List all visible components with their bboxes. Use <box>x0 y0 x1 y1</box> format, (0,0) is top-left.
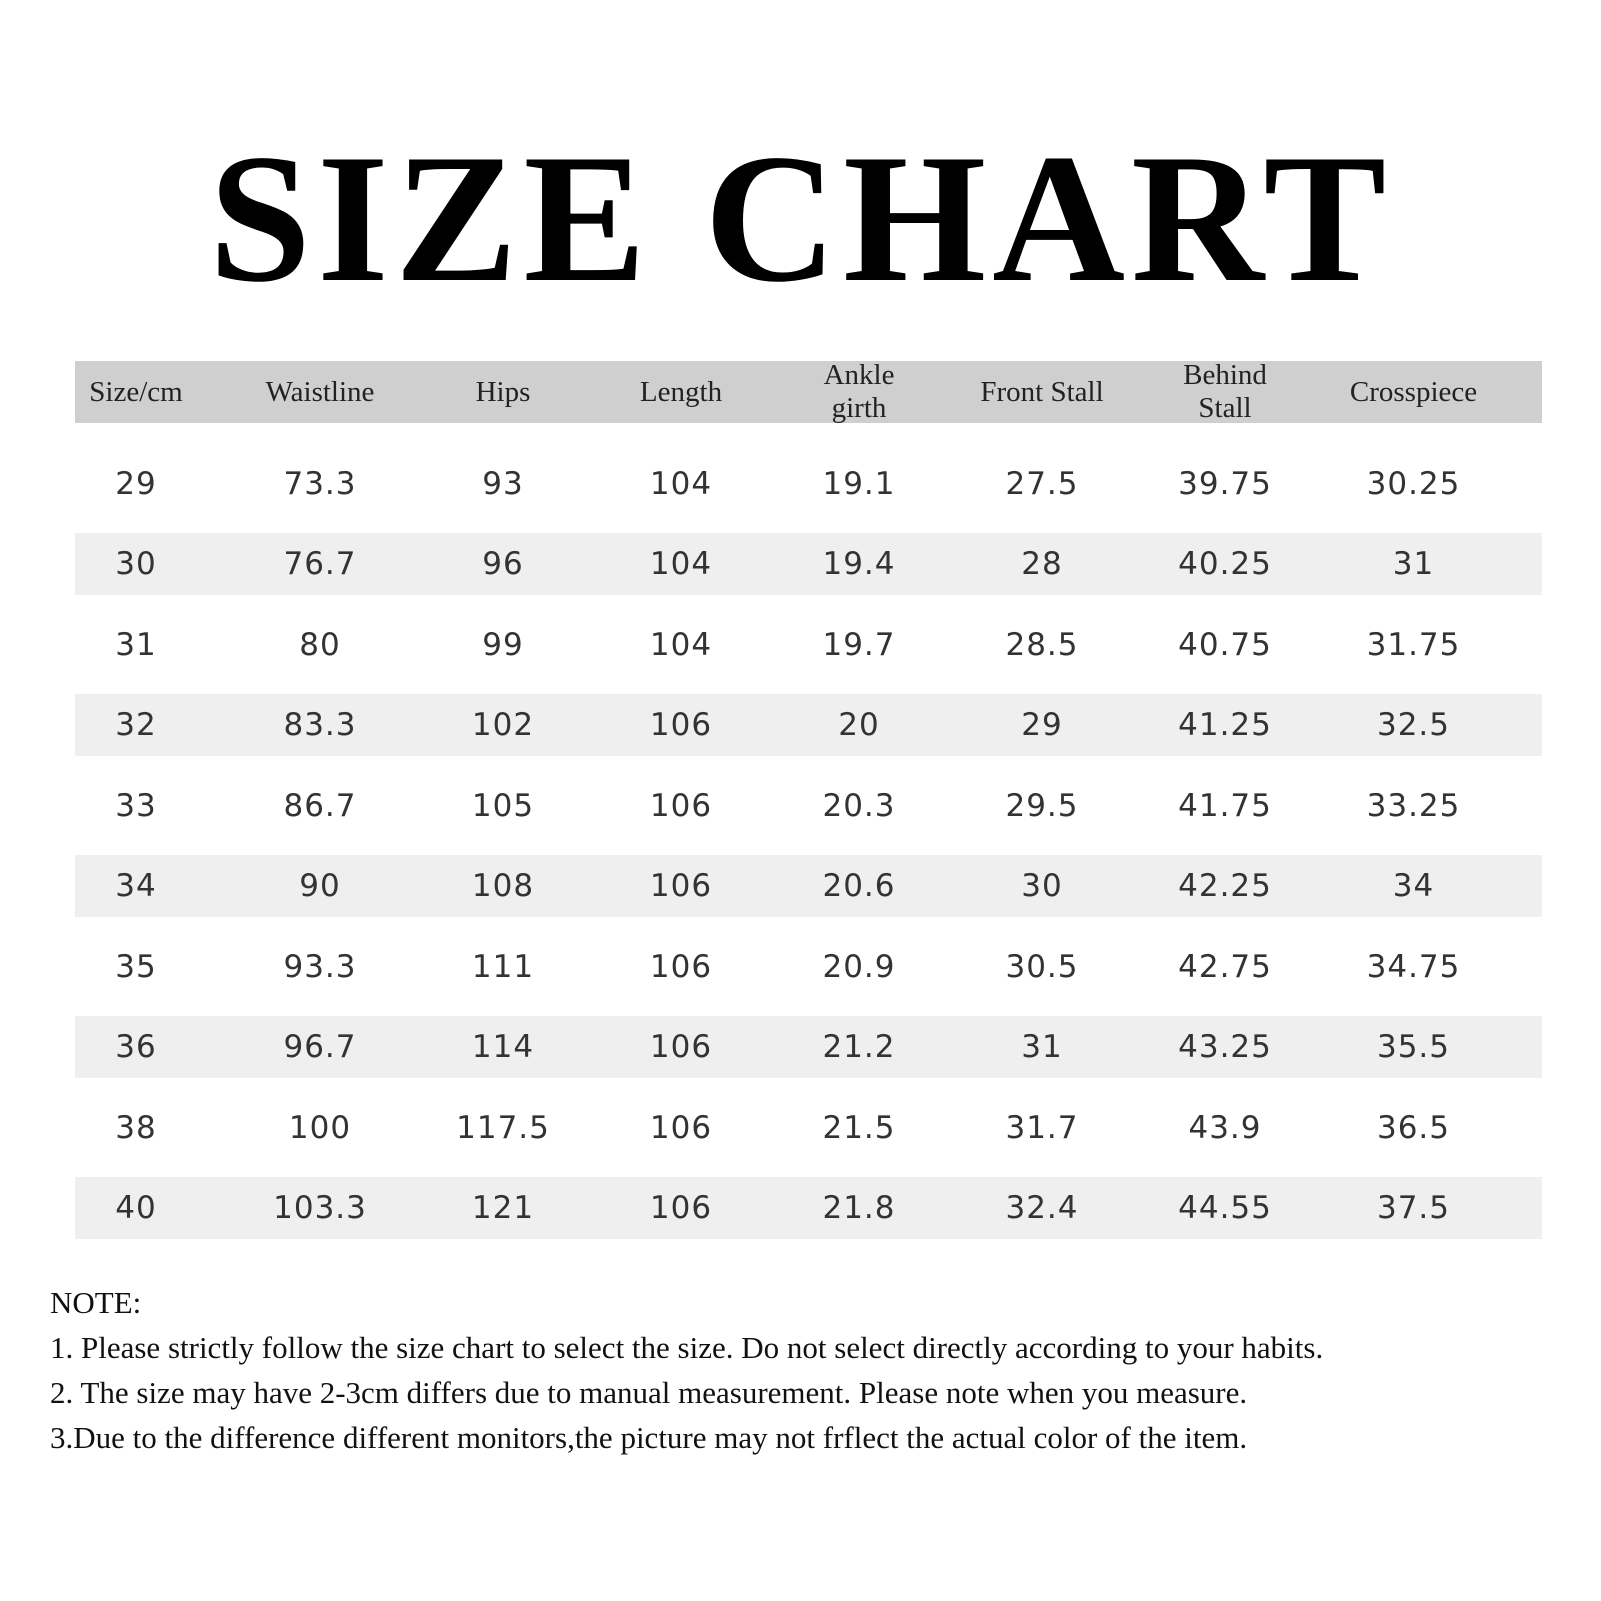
table-cell: 41.25 <box>1178 707 1272 743</box>
table-cell: 20.6 <box>822 868 896 904</box>
table-cell: 19.1 <box>822 465 896 502</box>
table-cell: 114 <box>471 1029 535 1065</box>
column-header: Crosspiece <box>1349 375 1478 408</box>
table-header-row <box>75 361 1542 423</box>
table-cell: 36 <box>115 1029 157 1065</box>
table-cell: 31.75 <box>1366 626 1461 663</box>
table-cell: 32.5 <box>1376 707 1451 743</box>
notes-section <box>50 1280 1570 1460</box>
table-cell: 28.5 <box>1005 626 1079 663</box>
notes-heading: NOTE: <box>50 1285 142 1320</box>
note-item: 1. Please strictly follow the size chart to select the size. Do not select directly according to your habits. <box>50 1330 1324 1365</box>
table-row <box>75 443 1542 524</box>
column-header: Waistline <box>265 375 375 408</box>
table-cell: 90 <box>299 868 341 904</box>
table-cell: 30.25 <box>1366 465 1461 502</box>
table-cell: 103.3 <box>273 1190 367 1226</box>
table-cell: 102 <box>471 707 535 743</box>
table-cell: 30 <box>115 546 157 582</box>
table-cell: 37.5 <box>1376 1190 1451 1226</box>
table-cell: 106 <box>649 868 713 904</box>
table-cell: 93.3 <box>283 948 357 985</box>
table-cell: 43.25 <box>1178 1029 1272 1065</box>
table-row <box>75 1087 1542 1168</box>
table-cell: 19.4 <box>822 546 896 582</box>
table-row <box>75 1177 1542 1239</box>
table-cell: 42.75 <box>1178 948 1272 985</box>
table-cell: 28 <box>1021 546 1063 582</box>
table-cell: 21.2 <box>822 1029 896 1065</box>
table-cell: 31.7 <box>1005 1109 1079 1146</box>
table-cell: 33.25 <box>1366 787 1461 824</box>
table-cell: 32.4 <box>1005 1190 1079 1226</box>
table-cell: 21.8 <box>822 1190 896 1226</box>
table-row <box>75 533 1542 595</box>
table-cell: 106 <box>649 707 713 743</box>
table-cell: 33 <box>115 787 157 824</box>
column-header: Length <box>639 375 723 408</box>
table-cell: 32 <box>115 707 157 743</box>
table-cell: 106 <box>649 1029 713 1065</box>
table-cell: 106 <box>649 1190 713 1226</box>
table-body <box>75 443 1542 1239</box>
table-cell: 42.25 <box>1178 868 1272 904</box>
table-cell: 105 <box>471 787 535 824</box>
table-cell: 80 <box>299 626 341 663</box>
table-cell: 106 <box>649 1109 713 1146</box>
column-header: Size/cm <box>89 375 183 408</box>
table-cell: 106 <box>649 787 713 824</box>
table-cell: 117.5 <box>456 1109 550 1146</box>
table-cell: 31 <box>1021 1029 1063 1065</box>
table-cell: 111 <box>471 948 535 985</box>
table-row <box>75 694 1542 756</box>
table-cell: 36.5 <box>1376 1109 1451 1146</box>
table-cell: 43.9 <box>1188 1109 1262 1146</box>
table-cell: 100 <box>288 1109 352 1146</box>
table-cell: 19.7 <box>822 626 896 663</box>
table-cell: 93 <box>482 465 524 502</box>
table-cell: 34.75 <box>1366 948 1461 985</box>
table-cell: 34 <box>115 868 157 904</box>
table-cell: 83.3 <box>283 707 357 743</box>
column-header: Behind Stall <box>1183 359 1267 424</box>
note-item: 3.Due to the difference different monitors,the picture may not frflect the actual color of the item. <box>50 1420 1248 1455</box>
table-cell: 20.9 <box>822 948 896 985</box>
column-header: Ankle girth <box>823 359 895 424</box>
table-cell: 20.3 <box>822 787 896 824</box>
table-cell: 40 <box>115 1190 157 1226</box>
table-cell: 21.5 <box>822 1109 896 1146</box>
table-cell: 31 <box>115 626 157 663</box>
table-cell: 104 <box>649 546 713 582</box>
table-cell: 34 <box>1392 868 1435 904</box>
table-row <box>75 1016 1542 1078</box>
table-cell: 76.7 <box>283 546 357 582</box>
table-cell: 104 <box>649 465 713 502</box>
table-cell: 35 <box>115 948 157 985</box>
table-cell: 40.75 <box>1178 626 1272 663</box>
table-cell: 30.5 <box>1005 948 1079 985</box>
table-cell: 96 <box>482 546 524 582</box>
table-cell: 35.5 <box>1376 1029 1451 1065</box>
table-row <box>75 855 1542 917</box>
table-cell: 104 <box>649 626 713 663</box>
table-row <box>75 926 1542 1007</box>
table-cell: 108 <box>471 868 535 904</box>
table-cell: 38 <box>115 1109 157 1146</box>
size-table <box>75 361 1542 1248</box>
table-cell: 96.7 <box>283 1029 357 1065</box>
table-cell: 99 <box>482 626 524 663</box>
table-cell: 86.7 <box>283 787 357 824</box>
table-row <box>75 604 1542 685</box>
table-cell: 30 <box>1021 868 1063 904</box>
page-title: SIZE CHART <box>208 116 1393 320</box>
table-cell: 31 <box>1392 546 1435 582</box>
table-cell: 20 <box>838 707 880 743</box>
table-cell: 121 <box>471 1190 535 1226</box>
table-cell: 39.75 <box>1178 465 1272 502</box>
table-cell: 44.55 <box>1178 1190 1272 1226</box>
table-cell: 106 <box>649 948 713 985</box>
table-cell: 29 <box>1021 707 1063 743</box>
column-header: Hips <box>475 375 531 408</box>
table-cell: 41.75 <box>1178 787 1272 824</box>
table-cell: 29 <box>115 465 157 502</box>
column-header: Front Stall <box>980 375 1104 408</box>
table-cell: 27.5 <box>1005 465 1079 502</box>
table-cell: 40.25 <box>1178 546 1272 582</box>
note-item: 2. The size may have 2-3cm differs due to manual measurement. Please note when you measure. <box>50 1375 1248 1410</box>
table-cell: 73.3 <box>283 465 357 502</box>
table-row <box>75 765 1542 846</box>
table-cell: 29.5 <box>1005 787 1079 824</box>
